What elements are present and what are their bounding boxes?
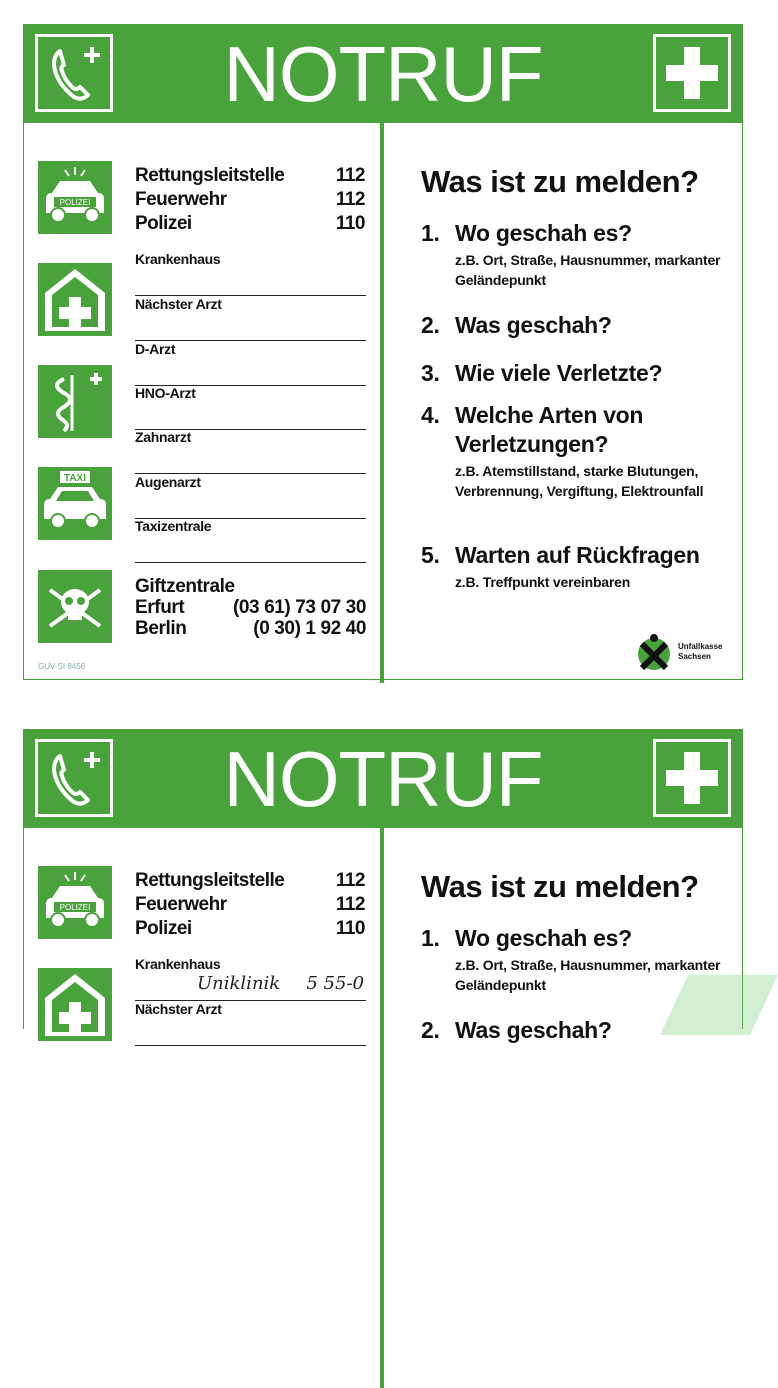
question-number: 1. [421,925,440,951]
question-number: 5. [421,542,440,568]
contact-field[interactable] [135,341,366,386]
contact-field-filled[interactable] [135,956,366,1001]
emergency-row [135,212,365,236]
question-item [421,219,726,290]
hospital-icon [38,263,112,336]
questions-title: Was ist zu melden? [421,869,699,904]
questions-title: Was ist zu melden? [421,164,699,199]
field-label: Zahnarzt [135,429,191,445]
poison-center-city: Berlin [135,618,187,639]
handwritten-hospital: Uniklinik [197,973,281,994]
emergency-row [135,893,365,917]
emergency-row [135,869,365,893]
taxi-label: TAXI [63,473,87,484]
notruf-poster-filled [23,729,743,1043]
column-divider [380,123,384,683]
question-text: Wie viele Verletzte? [455,360,663,386]
question-hint: z.B. Ort, Straße, Hausnummer, markanter Geländepunkt [455,957,721,993]
field-label: Krankenhaus [135,956,221,972]
police-label: POLIZEI [59,903,91,912]
page-title: NOTRUF [223,735,543,823]
question-text: Welche Arten von Verletzungen? [455,402,644,457]
police-car-icon [38,161,112,234]
question-item [421,541,726,592]
police-car-icon [38,866,112,939]
poster-header [24,730,742,828]
emergency-label: Polizei [135,213,192,234]
emergency-row [135,164,365,188]
emergency-label: Rettungsleitstelle [135,870,285,891]
question-number: 3. [421,360,440,386]
question-hint: z.B. Treffpunkt vereinbaren [455,574,631,590]
emergency-number: 112 [335,165,365,186]
question-hint: z.B. Atemstillstand, starke Blutungen, Verbrennung, Vergiftung, Elektrounfall [455,463,704,499]
taxi-icon [38,467,112,540]
poison-skull-icon [38,570,112,643]
contact-field[interactable] [135,429,366,474]
emergency-row [135,917,365,941]
field-label: Nächster Arzt [135,1001,222,1017]
question-item [421,311,726,340]
emergency-number: 110 [335,918,365,939]
emergency-label: Feuerwehr [135,894,227,915]
field-label: HNO-Arzt [135,385,196,401]
question-item [421,924,726,995]
logo-line: Sachsen [678,652,711,661]
poison-center-phone: (0 30) 1 92 40 [253,618,366,639]
notruf-poster [23,24,743,680]
contact-field[interactable] [135,518,366,563]
field-label: Krankenhaus [135,251,221,267]
emergency-label: Polizei [135,918,192,939]
field-label: Nächster Arzt [135,296,222,312]
field-label: Taxizentrale [135,518,212,534]
question-text: Was geschah? [455,1017,612,1043]
emergency-number: 112 [335,870,365,891]
hospital-icon [38,968,112,1041]
question-number: 1. [421,220,440,246]
handwritten-hospital-number: 5 55-0 [306,973,364,994]
emergency-label: Feuerwehr [135,189,227,210]
emergency-label: Rettungsleitstelle [135,165,285,186]
contact-field[interactable] [135,296,366,341]
form-code: GUV-SI 8456 [38,662,86,671]
question-text: Wo geschah es? [455,220,632,246]
police-label: POLIZEI [59,198,91,207]
question-number: 2. [421,312,440,338]
poison-center-city: Erfurt [135,597,185,618]
first-aid-cross-icon [653,34,731,112]
contact-field[interactable] [135,474,366,519]
question-item [421,359,726,388]
contact-field[interactable] [135,1001,366,1046]
field-label: D-Arzt [135,341,176,357]
page-title: NOTRUF [223,30,543,118]
medical-staff-icon [38,365,112,438]
question-text: Was geschah? [455,312,612,338]
emergency-number: 112 [335,894,365,915]
question-text: Warten auf Rückfragen [455,542,700,568]
question-text: Wo geschah es? [455,925,632,951]
first-aid-cross-icon [653,739,731,817]
poison-center [135,576,366,639]
field-label: Augenarzt [135,474,201,490]
emergency-number: 110 [335,213,365,234]
question-hint: z.B. Ort, Straße, Hausnummer, markanter Geländepunkt [455,252,721,288]
poison-center-title: Giftzentrale [135,576,235,597]
question-number: 4. [421,402,440,428]
poster-header [24,25,742,123]
emergency-row [135,188,365,212]
question-item [421,401,726,501]
logo-line: Unfallkasse [678,642,723,651]
question-number: 2. [421,1017,440,1043]
column-divider [380,828,384,1388]
unfallkasse-logo-icon [634,632,674,672]
poison-center-phone: (03 61) 73 07 30 [232,597,366,618]
unfallkasse-logo [634,632,744,672]
contact-field[interactable] [135,385,366,430]
emergency-number: 112 [335,189,365,210]
contact-field[interactable] [135,251,366,296]
